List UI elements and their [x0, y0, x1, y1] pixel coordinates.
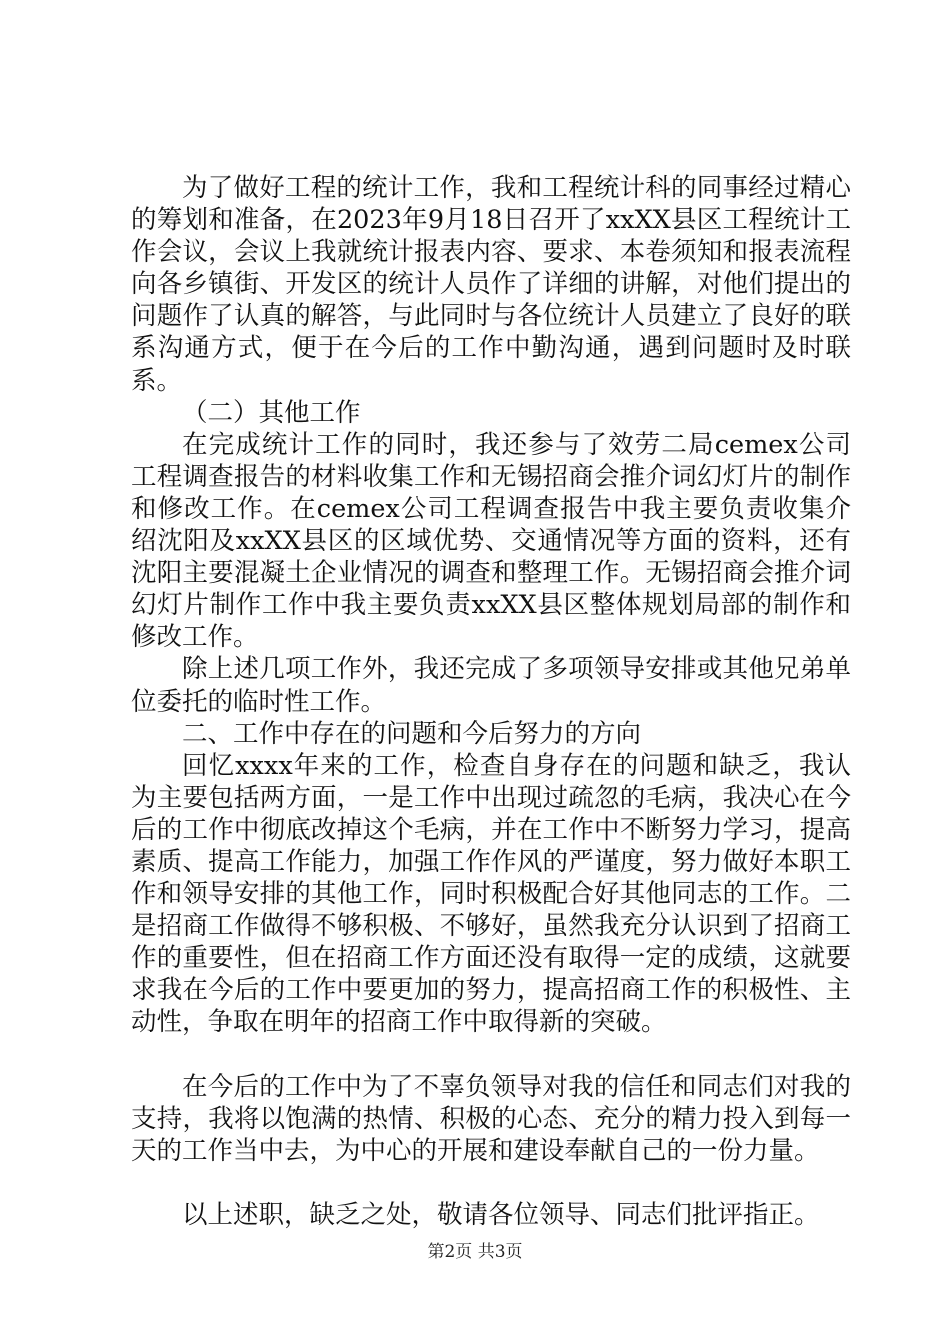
section-heading-problems: 二、工作中存在的问题和今后努力的方向: [182, 718, 642, 749]
page-number-footer: 第2页 共3页: [427, 1242, 523, 1262]
paragraph-closing: 以上述职，缺乏之处，敬请各位领导、同志们批评指正。: [182, 1199, 820, 1230]
paragraph-spacer: [131, 1039, 851, 1071]
paragraph-problems: 回忆xxxx年来的工作，检查自身存在的问题和缺乏，我认为主要包括两方面，一是工作中出现过疏忽的毛病，我决心在今后的工作中彻底改掉这个毛病，并在工作中不断努力学习，提高素质、提高工作能力，加强工作作风的严谨度，努力做好本职工作和领导安排的其他工作，同时积极配合好其他同志的工作。二是招商工作做得不够积极、不够好，虽然我充分认识到了招商工作的重要性，但在招商工作方面还没有取得一定的成绩，这就要求我在今后的工作中要更加的努力，提高招商工作的积极性、主动性，争取在明年的招商工作中取得新的突破。: [131, 750, 851, 1038]
paragraph-temporary-work: 除上述几项工作外，我还完成了多项领导安排或其他兄弟单位委托的临时性工作。: [131, 654, 851, 717]
document-body: [131, 172, 851, 1231]
paragraph-other-work: 在完成统计工作的同时，我还参与了效劳二局cemex公司工程调查报告的材料收集工作和无锡招商会推介词幻灯片的制作和修改工作。在cemex公司工程调查报告中我主要负责收集介绍沈阳及xxXX县区的区域优势、交通情况等方面的资料，还有沈阳主要混凝土企业情况的调查和整理工作。无锡招商会推介词幻灯片制作工作中我主要负责xxXX县区整体规划局部的制作和修改工作。: [131, 429, 851, 653]
paragraph-future-work: 在今后的工作中为了不辜负领导对我的信任和同志们对我的支持，我将以饱满的热情、积极的心态、充分的精力投入到每一天的工作当中去，为中心的开展和建设奉献自己的一份力量。: [131, 1071, 851, 1166]
paragraph-spacer: [131, 1167, 851, 1199]
section-heading-other-work: （二）其他工作: [182, 397, 361, 428]
paragraph-statistics-meeting: 为了做好工程的统计工作，我和工程统计科的同事经过精心的筹划和准备，在2023年9月18日召开了xxXX县区工程统计工作会议，会议上我就统计报表内容、要求、本卷须知和报表流程向各乡镇街、开发区的统计人员作了详细的讲解，对他们提出的问题作了认真的解答，与此同时与各位统计人员建立了良好的联系沟通方式，便于在今后的工作中勤沟通，遇到问题时及时联系。: [131, 173, 851, 396]
